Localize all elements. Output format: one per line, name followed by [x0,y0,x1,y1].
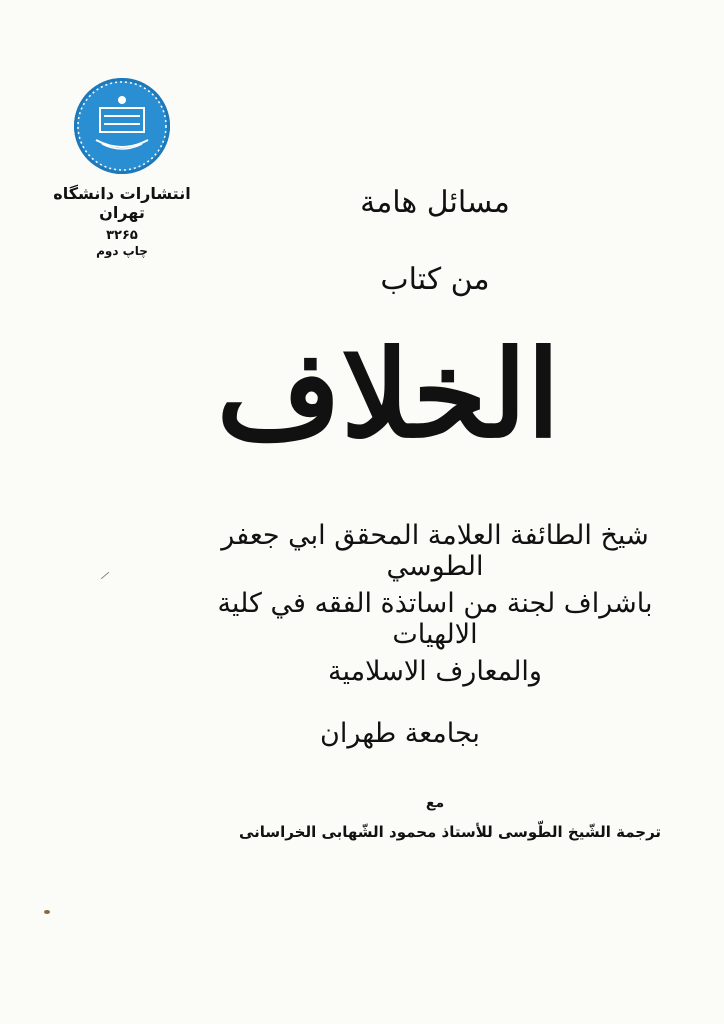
pencil-mark [101,572,109,579]
book-title: الخلاف [216,324,560,465]
paper-speck [44,910,50,914]
subtitle-top: مسائل هامة [360,185,510,220]
supervision-line-2: والمعارف الاسلامية [328,656,542,687]
publisher-block [52,78,192,258]
with-label: مع [425,795,445,811]
supervision-line-1: باشراف لجنة من اساتذة الفقه في كلية الالهيات [217,588,653,650]
edition-label: چاپ دوم [96,244,148,258]
supervision-line-3: بجامعة طهران [320,718,480,749]
author-line: شيخ الطائفة العلامة المحقق ابي جعفر الطوسي [221,520,649,582]
from-book-label: من كتاب [380,262,490,297]
university-seal-logo [74,78,170,174]
publisher-name: انتشارات دانشگاه تهران [53,184,191,222]
seal-emblem-icon [74,78,170,174]
translation-credit: ترجمة الشّيخ الطّوسى للأستاذ محمود الشّهابى الخراسانى [238,823,662,841]
publication-number: ۳۲۶۵ [106,228,138,243]
